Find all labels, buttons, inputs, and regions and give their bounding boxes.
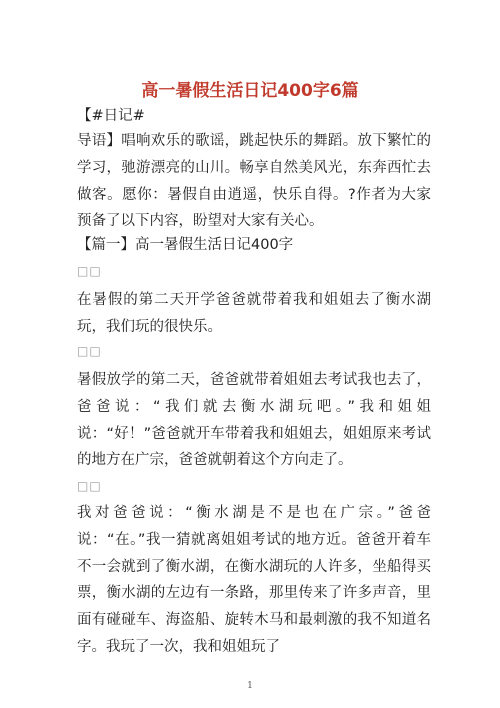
section-heading: 【篇一】高一暑假生活日记400字	[77, 237, 294, 253]
placeholder-glyphs: □□	[77, 264, 102, 278]
placeholder-glyphs: □□	[77, 479, 102, 493]
intro-paragraph: 导语】唱响欢乐的歌谣，跳起快乐的舞蹈。放下繁忙的学习，驰游漂亮的山川。畅享自然美风光，东奔西忙去做客。愿你：暑假自由逍遥，快乐自得。?作者为大家预备了以下内容，盼望对大家有关心。	[77, 133, 431, 230]
tag-line: 【#日记#	[77, 108, 145, 124]
body-paragraph-1: 在暑假的第二天开学爸爸就带着我和姐姐去了衡水湖玩，我们玩的很快乐。	[77, 292, 431, 335]
body-paragraph-2: 暑假放学的第二天，爸爸就带着姐姐去考试我也去了，爸爸说：“我们就去衡水湖玩吧。”我和姐姐说：“好！”爸爸就开车带着我和姐姐去，姐姐原来考试的地方在广宗，爸爸就朝着这个方向走了。	[77, 372, 431, 469]
placeholder-glyphs: □□	[77, 344, 102, 358]
body-paragraph-3: 我对爸爸说：“衡水湖是不是也在广宗。”爸爸说：“在。”我一猜就离姐姐考试的地方近。爸爸开着车不一会就到了衡水湖，在衡水湖玩的人许多，坐船得买票，衡水湖的左边有一条路，那里传来了许多声音，里面有碰碰车、海盗船、旋转木马和最刺激的我不知道名字。我玩了一次，我和姐姐玩了	[77, 505, 431, 655]
page-number: 1	[247, 681, 253, 691]
document-title: 高一暑假生活日记400字6篇	[141, 81, 359, 101]
